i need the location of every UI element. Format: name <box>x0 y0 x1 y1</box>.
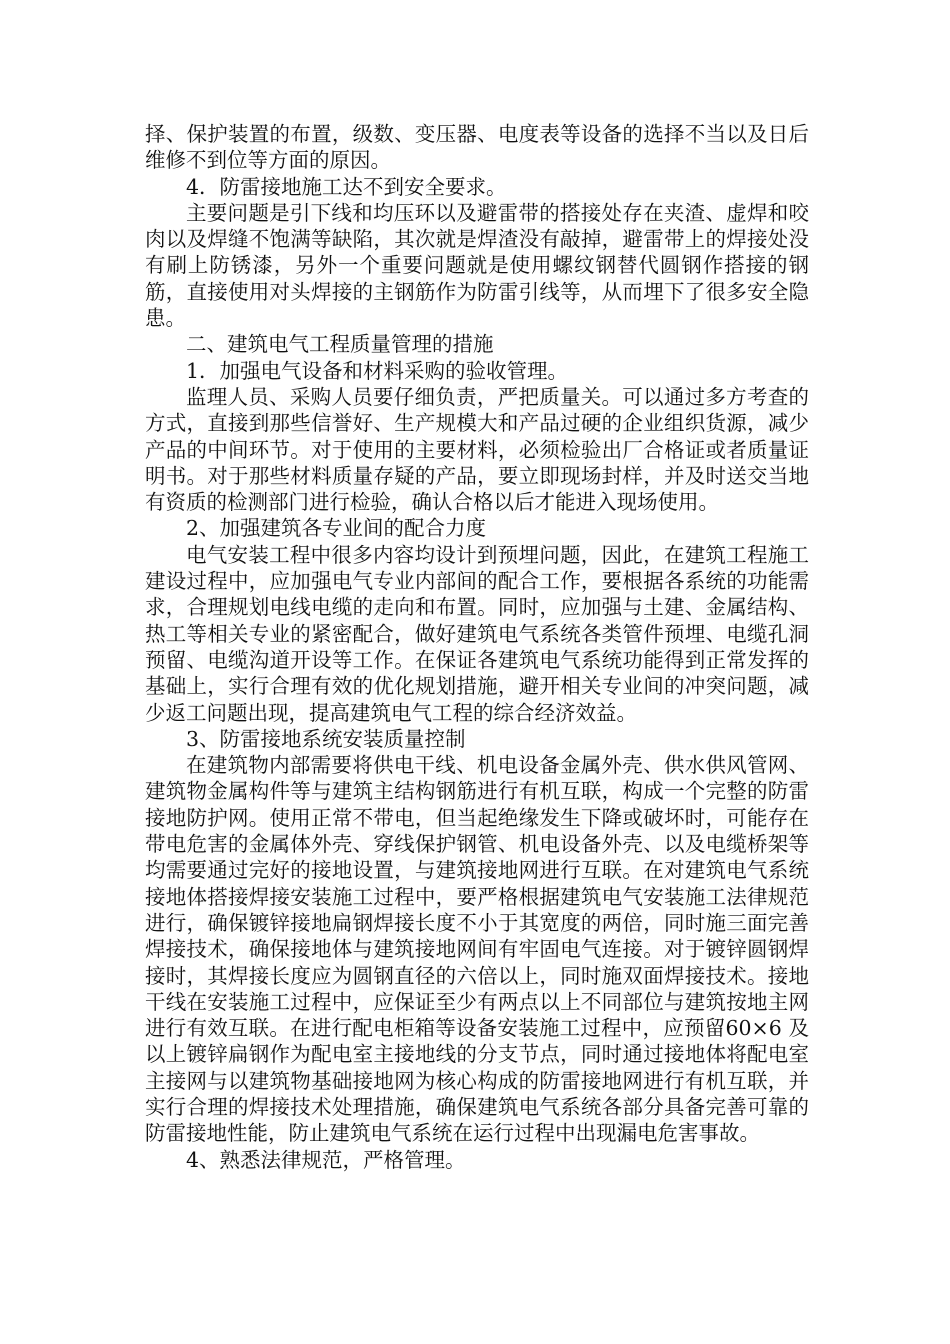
heading-cooperation: 2、加强建筑各专业间的配合力度 <box>186 516 487 541</box>
heading-lightning-grounding-issue: 4．防雷接地施工达不到安全要求。 <box>186 174 507 199</box>
paragraph-procurement: 监理人员、采购人员要仔细负责，严把质量关。可以通过多方考查的方式，直接到那些信誉好、生产规模大和产品过硬的企业组织货源，减少产品的中间环节。对于使用的主要材料，必须检验出厂合格证或者质量证明书。对于那些材料质量存疑的产品，要立即现场封样，并及时送交当地有资质的检测部门进行检验，确认合格以后才能进入现场使用。 <box>145 384 809 515</box>
paragraph-main-problems: 主要问题是引下线和均压环以及避雷带的搭接处存在夹渣、虚焊和咬肉以及焊缝不饱满等缺陷，其次就是焊渣没有敲掉，避雷带上的焊接处没有刷上防锈漆，另外一个重要问题就是使用螺纹钢替代圆钢作搭接的钢筋，直接使用对头焊接的主钢筋作为防雷引线等，从而埋下了很多安全隐患。 <box>145 200 809 331</box>
heading-regulations: 4、熟悉法律规范，严格管理。 <box>186 1147 466 1172</box>
heading-procurement-acceptance: 1．加强电气设备和材料采购的验收管理。 <box>186 358 569 383</box>
paragraph-continuation: 择、保护装置的布置，级数、变压器、电度表等设备的选择不当以及日后维修不到位等方面的原因。 <box>145 122 809 173</box>
section-heading-quality-measures: 二、建筑电气工程质量管理的措施 <box>186 332 494 357</box>
heading-grounding-quality-control: 3、防雷接地系统安装质量控制 <box>186 726 466 751</box>
document-body <box>145 121 809 1173</box>
paragraph-grounding-quality-control: 在建筑物内部需要将供电干线、机电设备金属外壳、供水供风管网、建筑物金属构件等与建筑主结构钢筋进行有机互联，构成一个完整的防雷接地防护网。使用正常不带电，但当起绝缘发生下降或破坏时，可能存在带电危害的金属体外壳、穿线保护钢管、机电设备外壳、以及电缆桥架等均需要通过完好的接地设置，与建筑接地网进行互联。在对建筑电气系统接地体搭接焊接安装施工过程中，要严格根据建筑电气安装施工法律规范进行，确保镀锌接地扁钢焊接长度不小于其宽度的两倍，同时施三面完善焊接技术，确保接地体与建筑接地网间有牢固电气连接。对于镀锌圆钢焊接时，其焊接长度应为圆钢直径的六倍以上，同时施双面焊接技术。接地干线在安装施工过程中，应保证至少有两点以上不同部位与建筑按地主网进行有效互联。在进行配电柜箱等设备安装施工过程中，应预留60×6 及以上镀锌扁钢作为配电室主接地线的分支节点，同时通过接地体将配电室主接网与以建筑物基础接地网为核心构成的防雷接地网进行有机互联，并实行合理的焊接技术处理措施，确保建筑电气系统各部分具备完善可靠的防雷接地性能，防止建筑电气系统在运行过程中出现漏电危害事故。 <box>145 753 809 1146</box>
paragraph-cooperation: 电气安装工程中很多内容均设计到预埋问题，因此，在建筑工程施工建设过程中，应加强电气专业内部间的配合工作，要根据各系统的功能需求，合理规划电线电缆的走向和布置。同时，应加强与土建、金属结构、热工等相关专业的紧密配合，做好建筑电气系统各类管件预埋、电缆孔洞预留、电缆沟道开设等工作。在保证各建筑电气系统功能得到正常发挥的基础上，实行合理有效的优化规划措施，避开相关专业间的冲突问题，减少返工问题出现，提高建筑电气工程的综合经济效益。 <box>145 542 809 725</box>
